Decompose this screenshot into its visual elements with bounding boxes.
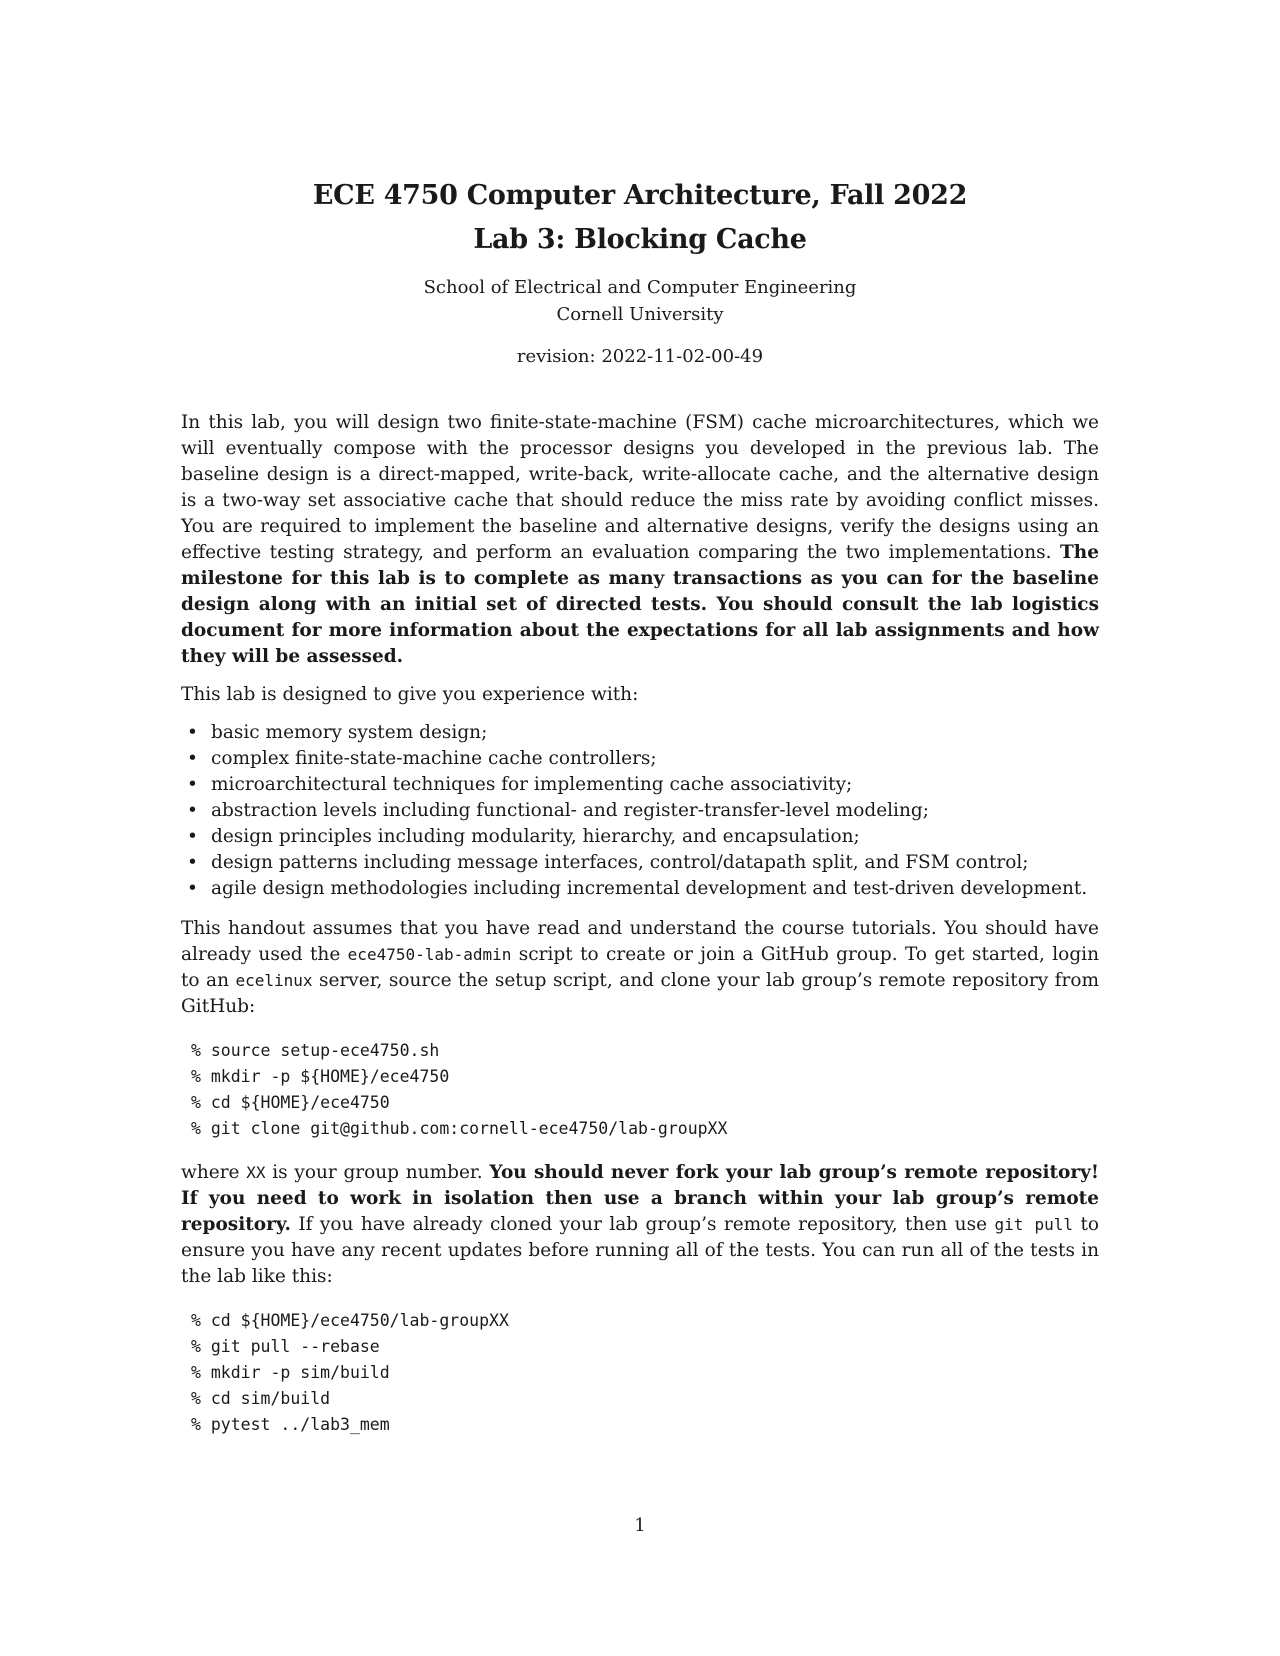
page-number: 1 <box>634 1515 646 1536</box>
list-item-text: microarchitectural techniques for implementing cache associativity; <box>211 774 853 795</box>
bullet-icon: • <box>187 774 198 795</box>
list-item-text: design patterns including message interfaces, control/datapath split, and FSM control; <box>211 852 1029 873</box>
document-body <box>181 410 1099 1456</box>
inline-code-ecelinux: ecelinux <box>235 971 313 990</box>
where-text-3: If you have already cloned your lab group’s remote repository, then use <box>290 1214 995 1235</box>
where-text-4: to ensure you have any recent updates before running all of the tests. You can run all of the tests in the lab like this: <box>181 1214 1100 1287</box>
list-item-text: agile design methodologies including incremental development and test-driven development. <box>211 878 1088 899</box>
code-line: % cd ${HOME}/ece4750/lab-groupXX <box>191 1311 509 1330</box>
list-item <box>181 746 1099 772</box>
code-line: % cd sim/build <box>191 1389 331 1408</box>
setup-paragraph <box>181 916 1099 1020</box>
experience-intro: This lab is designed to give you experience with: <box>181 684 639 705</box>
setup-text-3: server, source the setup script, and clone your lab group’s remote repository from GitHub: <box>181 970 1099 1017</box>
bullet-icon: • <box>187 748 198 769</box>
inline-code-git-pull: git pull <box>994 1215 1074 1234</box>
experience-list <box>181 720 1099 902</box>
list-item-text: complex finite-state-machine cache controllers; <box>211 748 657 769</box>
intro-paragraph <box>181 410 1099 670</box>
bullet-icon: • <box>187 852 198 873</box>
list-item <box>181 798 1099 824</box>
university-name: Cornell University <box>556 304 724 325</box>
inline-code-xx: XX <box>246 1163 266 1182</box>
list-item <box>181 824 1099 850</box>
code-line: % git clone git@github.com:cornell-ece4750/lab-groupXX <box>191 1119 728 1138</box>
document-subtitle: Lab 3: Blocking Cache <box>473 224 807 255</box>
intro-text: In this lab, you will design two finite-state-machine (FSM) cache microarchitectures, which we will eventually compose with the processor designs you developed in the previous lab. The baseline design is a direct-mapped, write-back, write-allocate cache, and the alternative design is a two-way set associative cache that should reduce the miss rate by avoiding conflict misses. You are required to implement the baseline and alternative designs, verify the designs using an effective testing strategy, and perform an evaluation comparing the two implementations. <box>181 412 1099 563</box>
bullet-icon: • <box>187 722 198 743</box>
revision-label: revision: 2022-11-02-00-49 <box>516 346 764 367</box>
code-line: % source setup-ece4750.sh <box>191 1041 440 1060</box>
code-block-tests <box>191 1308 1099 1438</box>
code-line: % cd ${HOME}/ece4750 <box>191 1093 390 1112</box>
code-block-clone <box>191 1038 1099 1142</box>
where-text-1: where <box>181 1162 247 1183</box>
bullet-icon: • <box>187 800 198 821</box>
bullet-icon: • <box>187 878 198 899</box>
title-block <box>0 174 1280 370</box>
code-line: % mkdir -p sim/build <box>191 1363 390 1382</box>
setup-text-1: This handout assumes that you have read and understand the course tutorials. You should have already used the <box>181 918 1099 965</box>
where-paragraph <box>181 1160 1099 1290</box>
where-bold-text: You should never fork your lab group’s remote repository! If you need to work in isolation then use a branch within your lab group’s remote repository. <box>181 1162 1099 1235</box>
setup-text-2: script to create or join a GitHub group. To get started, login to an <box>181 944 1099 991</box>
code-line: % git pull --rebase <box>191 1337 380 1356</box>
list-item <box>181 876 1099 902</box>
list-item <box>181 772 1099 798</box>
code-line: % pytest ../lab3_mem <box>191 1415 390 1434</box>
list-item <box>181 720 1099 746</box>
code-line: % mkdir -p ${HOME}/ece4750 <box>191 1067 450 1086</box>
affiliation <box>0 274 1280 328</box>
where-text-2: is your group number. <box>265 1162 490 1183</box>
list-item-text: abstraction levels including functional- and register-transfer-level modeling; <box>211 800 929 821</box>
document-title: ECE 4750 Computer Architecture, Fall 2022 <box>312 180 968 211</box>
school-name: School of Electrical and Computer Engineering <box>423 277 857 298</box>
list-item-text: basic memory system design; <box>211 722 488 743</box>
inline-code-lab-admin: ece4750-lab-admin <box>347 945 512 964</box>
list-item-text: design principles including modularity, hierarchy, and encapsulation; <box>211 826 860 847</box>
bullet-icon: • <box>187 826 198 847</box>
list-item <box>181 850 1099 876</box>
intro-bold-text: The milestone for this lab is to complete as many transactions as you can for the baseline design along with an initial set of directed tests. You should consult the lab logistics document for more information about the expectations for all lab assignments and how they will be assessed. <box>181 542 1099 667</box>
